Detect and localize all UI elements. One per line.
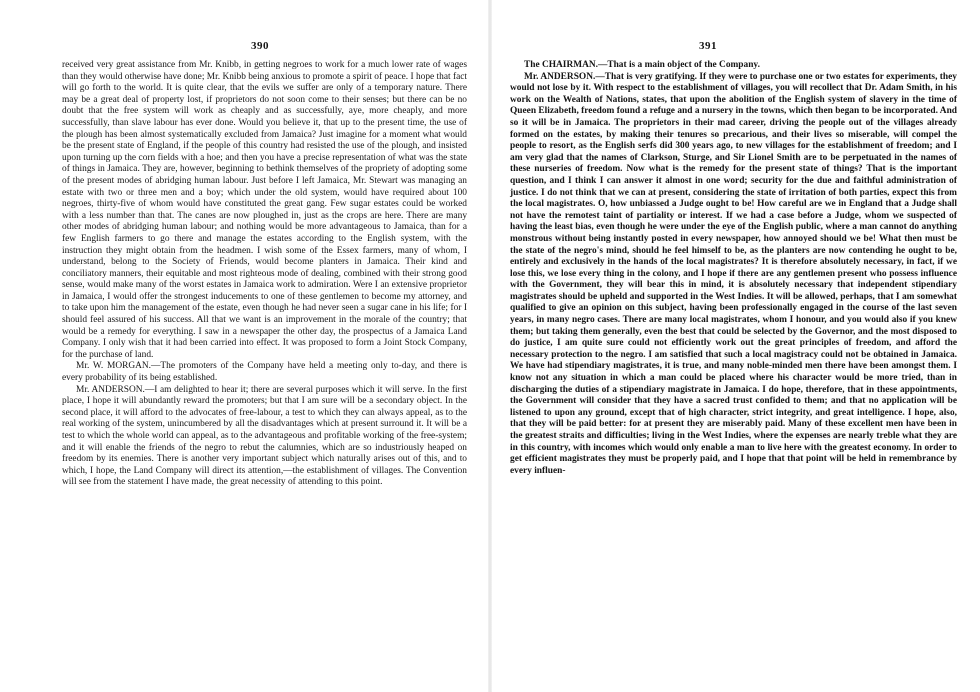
- paragraph: Mr. W. MORGAN.—The promoters of the Company have held a meeting only to-day, and there is every probability of its being established.: [62, 361, 467, 384]
- paragraph: Mr. ANDERSON.—That is very gratifying. If they were to purchase one or two estates for experiments, they would not lose by it. With respect to the establishment of villages, you will recollect that Dr. Adam Smith, in his work on the Wealth of Nations, states, that upon the abolition of the English system of slavery in the time of Queen Elizabeth, freedom found a refuge and a nursery in the towns, which then began to be incorporated. And so it will be in Jamaica. The proprietors in their mad career, driving the people out of the villages already formed on the estates, by making their tenures so precarious, and their lives so miserable, will compel the people to resort, as the English serfs did 300 years ago, to new villages for the establishment of freedom; and I am very glad that the names of Clarkson, Sturge, and Sir Lionel Smith are to be perpetuated in the names of these nurseries of freedom. Now what is the remedy for the present state of things? That is the important question, and I think I can answer it almost in one word; security for the due and faithful administration of justice. I do not think that we can at present, considering the state of irritation of both parties, expect this from the local magistrates. O, how unbiassed a Judge ought to be! How careful are we in England that a Judge shall not have the remotest taint of partiality or interest. If we had a case before a Judge, whom we suspected of having the least bias, even though he were under the eye of the English public, where a man cannot do anything monstrous without being instantly posted in every newspaper, how annoyed should we be! What then must be the state of the negro's mind, should he feel himself to be, as the planters are now contending he ought to be, entirely and exclusively in the hands of the local magistrates? It is therefore absolutely necessary, in fact, if we lose this, we lose every thing in the colony, and I hope if there are any gentlemen present who possess influence with the Government, they will bear this in mind, it is absolutely necessary that independent stipendiary magistrates should be upheld and supported in the West Indies. It will be allowed, perhaps, that I am somewhat qualified to give an opinion on this subject, having been professionally engaged in the course of the last seven years, in many negro cases. There are many local magistrates, whom I honour, and you would also if you knew them; but taking them generally, even the best that could be selected by the Governor, and the most disposed to do justice, I am quite sure could not efficiently work out the great principles of freedom, and afford the necessary protection to the negro. I am satisfied that such a local magistracy could not be obtained in Jamaica. We have had stipendiary magistrates, it is true, and many noble-minded men there have been amongst them. I know not any situation in which a man could be placed where his character would be more tried, than in discharging the duties of a stipendiary magistrate in Jamaica. I do hope, therefore, that in these appointments, the Government will consider that they have a sacred trust confided to them; and that no application will be listened to upon any ground, except that of high character, strict integrity, and great intelligence. I hope, also, that they will be paid better: for at present they are miserably paid. Many of these excellent men have been in the greatest straits and difficulties; living in the West Indies, where the expenses are nearly treble what they are in this country, with incomes which would only enable a man to live here with the greatest economy. In order to get efficient magistrates they must be properly paid, and I hope that that point will be held in remembrance by every influen-: [510, 71, 957, 476]
- page-number-left: 390: [251, 40, 269, 52]
- page-number-right: 391: [699, 40, 717, 52]
- right-page-text: [510, 60, 957, 477]
- paragraph: received very great assistance from Mr. Knibb, in getting negroes to work for a much lower rate of wages than they would otherwise have done; Mr. Knibb being anxious to promote a spirit of peace. I hope that fact will go forth to the world. It is quite clear, that the evils we suffer are only of a temporary nature. There may be a great deal of property lost, if proprietors do not soon come to their senses; but there can be no doubt that the free system will work as cheaply and as successfully, aye, more cheaply, and more successfully, than slave labour has ever done. Would you believe it, that up to the present time, the use of the plough has been almost systematically excluded from Jamaica? Just imagine for a moment what would be the present state of England, if the people of this country had resisted the use of the plough, and insisted upon turning up the corn fields with a hoe; and then you have a precise representation of what was the state of things in Jamaica. They are, however, beginning to bethink themselves of the propriety of adopting some of the present modes of abridging human labour. Just before I left Jamaica, Mr. Stewart was managing an estate with two or three men and a boy; which under the old system, would have required about 100 negroes, thirty-five of whom would have constituted the great gang. Few sugar estates could be worked with a less number than that. The canes are now ploughed in, just as the crops are here. There are many other modes of abridging human labour; and nothing would be more advantageous to Jamaica, than for a few English farmers to go there and manage the estates according to the English system, with the instruction they might obtain from the headmen. I wish some of the Essex farmers, many of whom, I understand, belong to the Society of Friends, would become planters in Jamaica. Their kind and conciliatory manners, their equitable and most righteous mode of dealing, combined with their strong good sense, would make many of the worst estates in Jamaica work to admiration. Were I an extensive proprietor in Jamaica, I would offer the strongest inducements to one of these gentlemen to become my attorney, and to take upon him the management of the estate, even though he had never seen a sugar cane in his life; for I should feel assured of his success. All that we want is an improvement in the morale of the country; that would be a remedy for everything. I saw in a newspaper the other day, the prospectus of a Jamaica Land Company. I only wish that it had been carried into effect. It was proposed to form a Joint Stock Company, for the purchase of land.: [62, 60, 467, 360]
- paragraph: Mr. ANDERSON.—I am delighted to hear it; there are several purposes which it will serve. In the first place, I hope it will abundantly reward the promoters; but that I am sure will be a secondary object. In the second place, it will afford to the advocates of free-labour, a test to which they can always appeal, as to the real working of the system, unincumbered by all the disadvantages which at present surround it. It will be a test to which the whole world can appeal, as to the advantageous and profitable working of the free-system; and it will enable the friends of the negro to rebut the calumnies, which are so industriously heaped on freedom by its enemies. There is another very important subject which naturally arises out of this, and to which, I hope, the Land Company will direct its attention,—the establishment of villages. The Convention will see from the statement I have made, the great necessity of attending to this point.: [62, 384, 467, 488]
- right-page: [490, 0, 980, 692]
- paragraph: The CHAIRMAN.—That is a main object of the Company.: [524, 60, 760, 70]
- left-page-text: [62, 60, 467, 489]
